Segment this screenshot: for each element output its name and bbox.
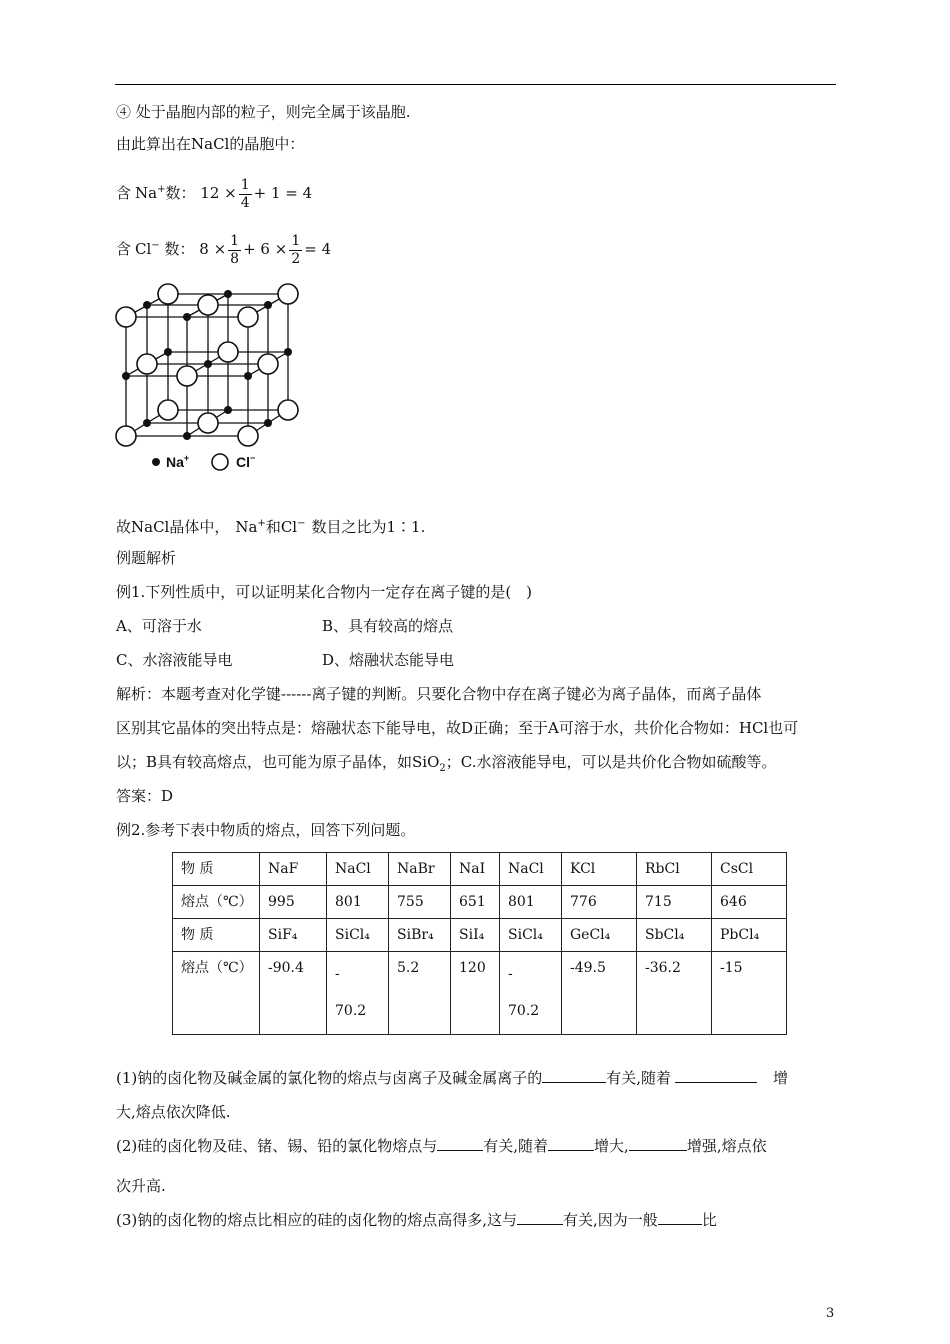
cl-formula: 8 × $\frac{1}{8}$ + 6 × $\frac{1}{2}$ = 4 bbox=[199, 232, 332, 267]
table-row bbox=[173, 886, 787, 919]
legend-cl-label: Cl bbox=[236, 454, 250, 470]
table-cell: 物 质 bbox=[173, 853, 260, 886]
table-cell: 物 质 bbox=[173, 919, 260, 952]
legend-na-charge: + bbox=[183, 453, 190, 463]
answer-blank[interactable] bbox=[629, 1136, 687, 1151]
table-cell: 651 bbox=[451, 886, 500, 919]
answer-blank[interactable] bbox=[675, 1068, 757, 1083]
answer-blank[interactable] bbox=[658, 1210, 702, 1225]
table-cell: 755 bbox=[389, 886, 451, 919]
legend-na-label: Na bbox=[166, 454, 184, 470]
ratio-line: 故NaCl晶体中， Na+和Cl− 数目之比为1∶1. bbox=[116, 518, 426, 536]
table-cell: 646 bbox=[712, 886, 787, 919]
ex1-analysis-1: 解析：本题考查对化学键------离子键的判断。只要化合物中存在离子键必为离子晶体，而离子晶体 bbox=[116, 685, 762, 703]
table-cell: 995 bbox=[260, 886, 327, 919]
table-cell: 熔点（℃） bbox=[173, 952, 260, 1035]
ex1-option-b: B、具有较高的熔点 bbox=[322, 617, 454, 635]
answer-blank[interactable] bbox=[437, 1136, 483, 1151]
ex1-question: 例1.下列性质中，可以证明某化合物内一定存在离子键的是( ) bbox=[116, 583, 533, 601]
intro-line-2: 由此算出在NaCl的晶胞中： bbox=[116, 135, 305, 153]
table-cell: SiF₄ bbox=[260, 919, 327, 952]
answer-blank[interactable] bbox=[517, 1210, 563, 1225]
table-cell: -49.5 bbox=[562, 952, 637, 1035]
na-count-line: 含 Na+数： 12 × $\frac{1}{4}$ + 1 = 4 bbox=[116, 176, 313, 211]
table-cell: SiCl₄ bbox=[500, 919, 562, 952]
table-cell: CsCl bbox=[712, 853, 787, 886]
table-cell: PbCl₄ bbox=[712, 919, 787, 952]
table-cell: NaI bbox=[451, 853, 500, 886]
cl-legend-circle bbox=[212, 454, 228, 470]
table-cell: SiCl₄ bbox=[327, 919, 389, 952]
ex2-q2-line-1: (2)硅的卤化物及硅、锗、锡、铅的氯化物熔点与 有关,随着 增大, 增强,熔点依 bbox=[116, 1137, 767, 1155]
nacl-crystal-diagram bbox=[110, 282, 320, 482]
table-cell: 801 bbox=[327, 886, 389, 919]
section-title: 例题解析 bbox=[116, 549, 177, 567]
answer-blank[interactable] bbox=[542, 1068, 606, 1083]
ex1-analysis-3: 以；B具有较高熔点，也可能为原子晶体，如SiO$_2$；C.水溶液能导电，可以是共价化合物如硫酸等。 bbox=[116, 753, 777, 774]
header-rule bbox=[115, 84, 836, 85]
table-cell: NaF bbox=[260, 853, 327, 886]
table-cell: SbCl₄ bbox=[637, 919, 712, 952]
table-cell: 5.2 bbox=[389, 952, 451, 1035]
ex2-question: 例2.参考下表中物质的熔点，回答下列问题。 bbox=[116, 821, 416, 839]
ex2-q2-line-2: 次升高. bbox=[116, 1177, 166, 1195]
table-cell: NaCl bbox=[500, 853, 562, 886]
svg-text:Cl− bbox=[236, 453, 255, 470]
table-cell: KCl bbox=[562, 853, 637, 886]
table-cell: SiBr₄ bbox=[389, 919, 451, 952]
table-cell: - 70.2 bbox=[327, 952, 389, 1035]
table-cell: 776 bbox=[562, 886, 637, 919]
table-row bbox=[173, 853, 787, 886]
ex1-option-c: C、水溶液能导电 bbox=[116, 651, 233, 669]
table-cell: SiI₄ bbox=[451, 919, 500, 952]
ex2-q1-line-1: (1)钠的卤化物及碱金属的氯化物的熔点与卤离子及碱金属离子的 有关,随着 增 bbox=[116, 1069, 789, 1087]
ex1-answer: 答案：D bbox=[116, 787, 174, 805]
table-cell: GeCl₄ bbox=[562, 919, 637, 952]
table-cell: NaBr bbox=[389, 853, 451, 886]
legend-cl-charge: − bbox=[250, 453, 256, 463]
melting-point-table bbox=[172, 852, 787, 1035]
ex1-analysis-2: 区别其它晶体的突出特点是：熔融状态下能导电，故D正确；至于A可溶于水，共价化合物如：HCl也可 bbox=[116, 719, 799, 737]
answer-blank[interactable] bbox=[548, 1136, 594, 1151]
na-legend-dot bbox=[152, 458, 160, 466]
table-cell: - 70.2 bbox=[500, 952, 562, 1035]
ex2-q1-line-2: 大,熔点依次降低. bbox=[116, 1103, 231, 1121]
na-formula: 12 × $\frac{1}{4}$ + 1 = 4 bbox=[200, 176, 313, 211]
table-cell: RbCl bbox=[637, 853, 712, 886]
table-row bbox=[173, 952, 787, 1035]
table-row bbox=[173, 919, 787, 952]
table-cell: -15 bbox=[712, 952, 787, 1035]
table-cell: 715 bbox=[637, 886, 712, 919]
table-cell: -36.2 bbox=[637, 952, 712, 1035]
table-cell: -90.4 bbox=[260, 952, 327, 1035]
table-cell: NaCl bbox=[327, 853, 389, 886]
table-cell: 熔点（℃） bbox=[173, 886, 260, 919]
svg-text:Na+ bbox=[166, 453, 189, 470]
cl-count-line: 含 Cl− 数： 8 × $\frac{1}{8}$ + 6 × $\frac{1}{2}$ = 4 bbox=[116, 232, 332, 267]
ex2-q3-line-1: (3)钠的卤化物的熔点比相应的硅的卤化物的熔点高得多,这与 有关,因为一般 比 bbox=[116, 1211, 717, 1229]
ex1-option-d: D、熔融状态能导电 bbox=[322, 651, 455, 669]
table-cell: 801 bbox=[500, 886, 562, 919]
ex1-option-a: A、可溶于水 bbox=[116, 617, 202, 635]
intro-line-1: ④ 处于晶胞内部的粒子，则完全属于该晶胞. bbox=[116, 103, 411, 121]
page-number: 3 bbox=[826, 1306, 835, 1321]
table-cell: 120 bbox=[451, 952, 500, 1035]
